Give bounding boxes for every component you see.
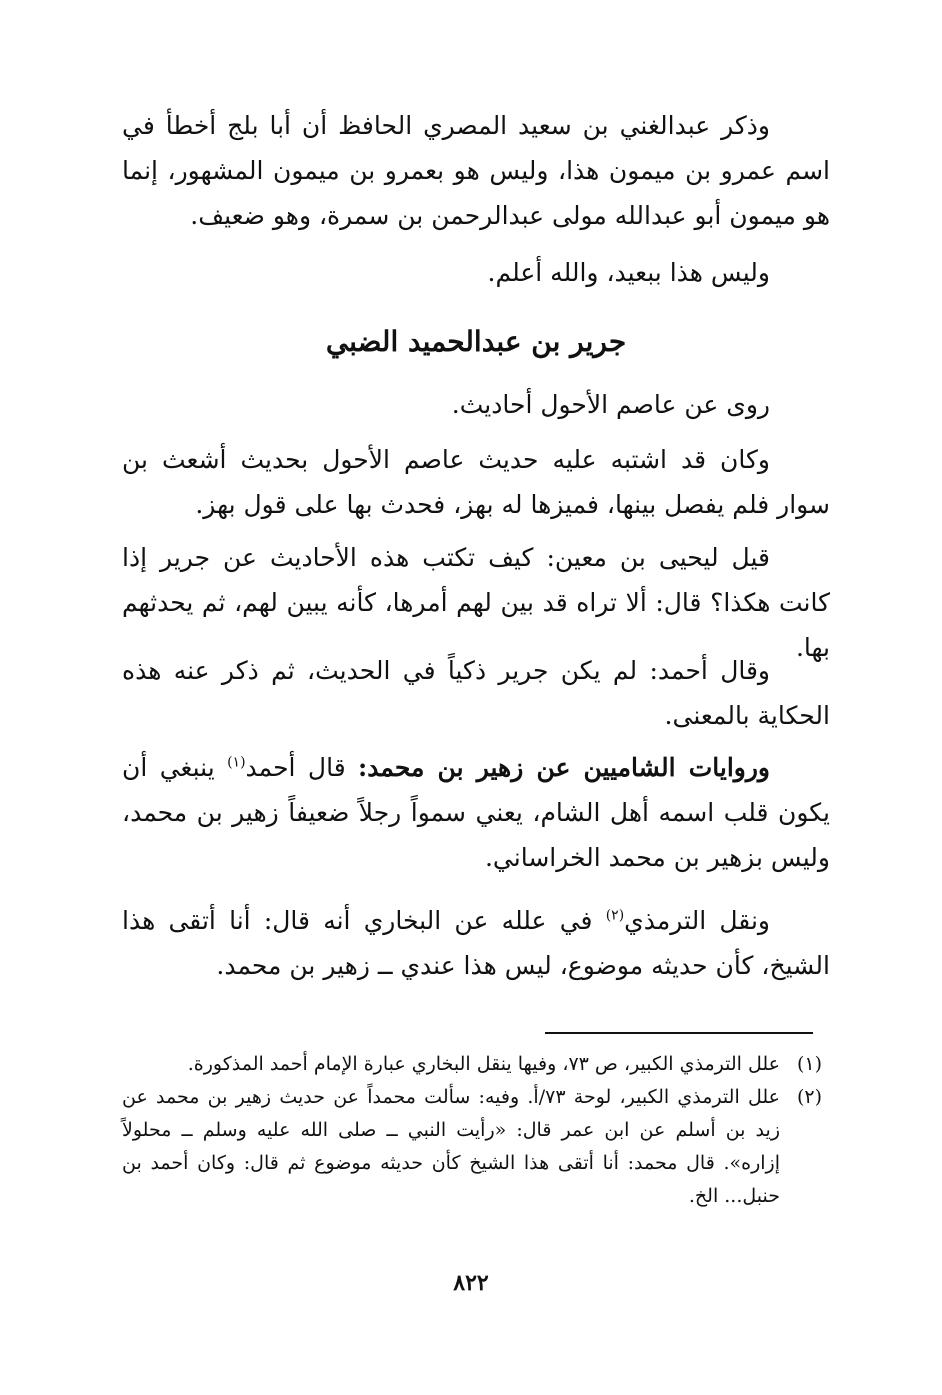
footnote-ref-1: (١) xyxy=(227,754,246,771)
footnote-2-text: علل الترمذي الكبير، لوحة ٧٣/أ. وفيه: سألت محمداً عن حديث زهير بن محمد عن زيد بن أسلم عن ابن عمر قال: «رأيت النبي ــ صلى الله عليه وسلم ــ محلولاً إزاره». قال محمد: أنا أتقى هذا الشيخ كأن حديثه موضوع ثم قال: وكان أحمد بن حنبل... الخ. xyxy=(122,1086,780,1207)
paragraph-7 xyxy=(122,745,830,880)
paragraph-5: قيل ليحيى بن معين: كيف تكتب هذه الأحاديث عن جرير إذا كانت هكذا؟ قال: ألا تراه قد بين لهم أمرها، كأنه يبين لهم، ثم يحدثهم بها. xyxy=(122,543,830,662)
footnote-separator xyxy=(545,1032,813,1034)
paragraph-6: وقال أحمد: لم يكن جرير ذكياً في الحديث، ثم ذكر عنه هذه الحكاية بالمعنى. xyxy=(122,656,830,730)
paragraph-3: روى عن عاصم الأحول أحاديث. xyxy=(451,390,770,419)
section-heading: جرير بن عبدالحميد الضبي xyxy=(325,325,627,358)
paragraph-2: وليس هذا ببعيد، والله أعلم. xyxy=(487,258,770,287)
paragraph-4: وكان قد اشتبه عليه حديث عاصم الأحول بحديث أشعث بن سوار فلم يفصل بينها، فميزها له بهز، فحدث بها على قول بهز. xyxy=(122,445,830,519)
footnote-1 xyxy=(122,1048,822,1081)
paragraph-8-a: ونقل الترمذي xyxy=(624,906,770,935)
footnote-2 xyxy=(122,1081,822,1213)
footnotes xyxy=(122,1048,822,1213)
footnote-ref-2: (٢) xyxy=(605,907,625,924)
paragraph-7-lead: وروايات الشاميين عن زهير بن محمد: xyxy=(358,753,770,782)
paragraph-7-rest: ينبغي أن يكون قلب اسمه أهل الشام، يعني سمواً رجلاً ضعيفاً زهير بن محمد، وليس بزهير بن محمد الخراساني. xyxy=(122,753,830,872)
footnote-2-number: (٢) xyxy=(796,1086,822,1108)
footnote-1-number: (١) xyxy=(796,1053,822,1075)
paragraph-1: وذكر عبدالغني بن سعيد المصري الحافظ أن أبا بلج أخطأ في اسم عمرو بن ميمون هذا، وليس هو بعمرو بن ميمون المشهور، إنما هو ميمون أبو عبدالله مولى عبدالرحمن بن سمرة، وهو ضعيف. xyxy=(122,111,830,230)
paragraph-7-mid: قال أحمد xyxy=(245,753,359,782)
footnote-1-text: علل الترمذي الكبير، ص ٧٣، وفيها ينقل البخاري عبارة الإمام أحمد المذكورة. xyxy=(187,1053,780,1075)
paragraph-8 xyxy=(122,898,830,988)
paragraph-8-b: في علله عن البخاري أنه قال: أنا أتقى هذا الشيخ، كأن حديثه موضوع، ليس هذا عندي ــ زهير بن محمد. xyxy=(122,906,830,980)
page-number: ٨٢٢ xyxy=(453,1270,489,1296)
